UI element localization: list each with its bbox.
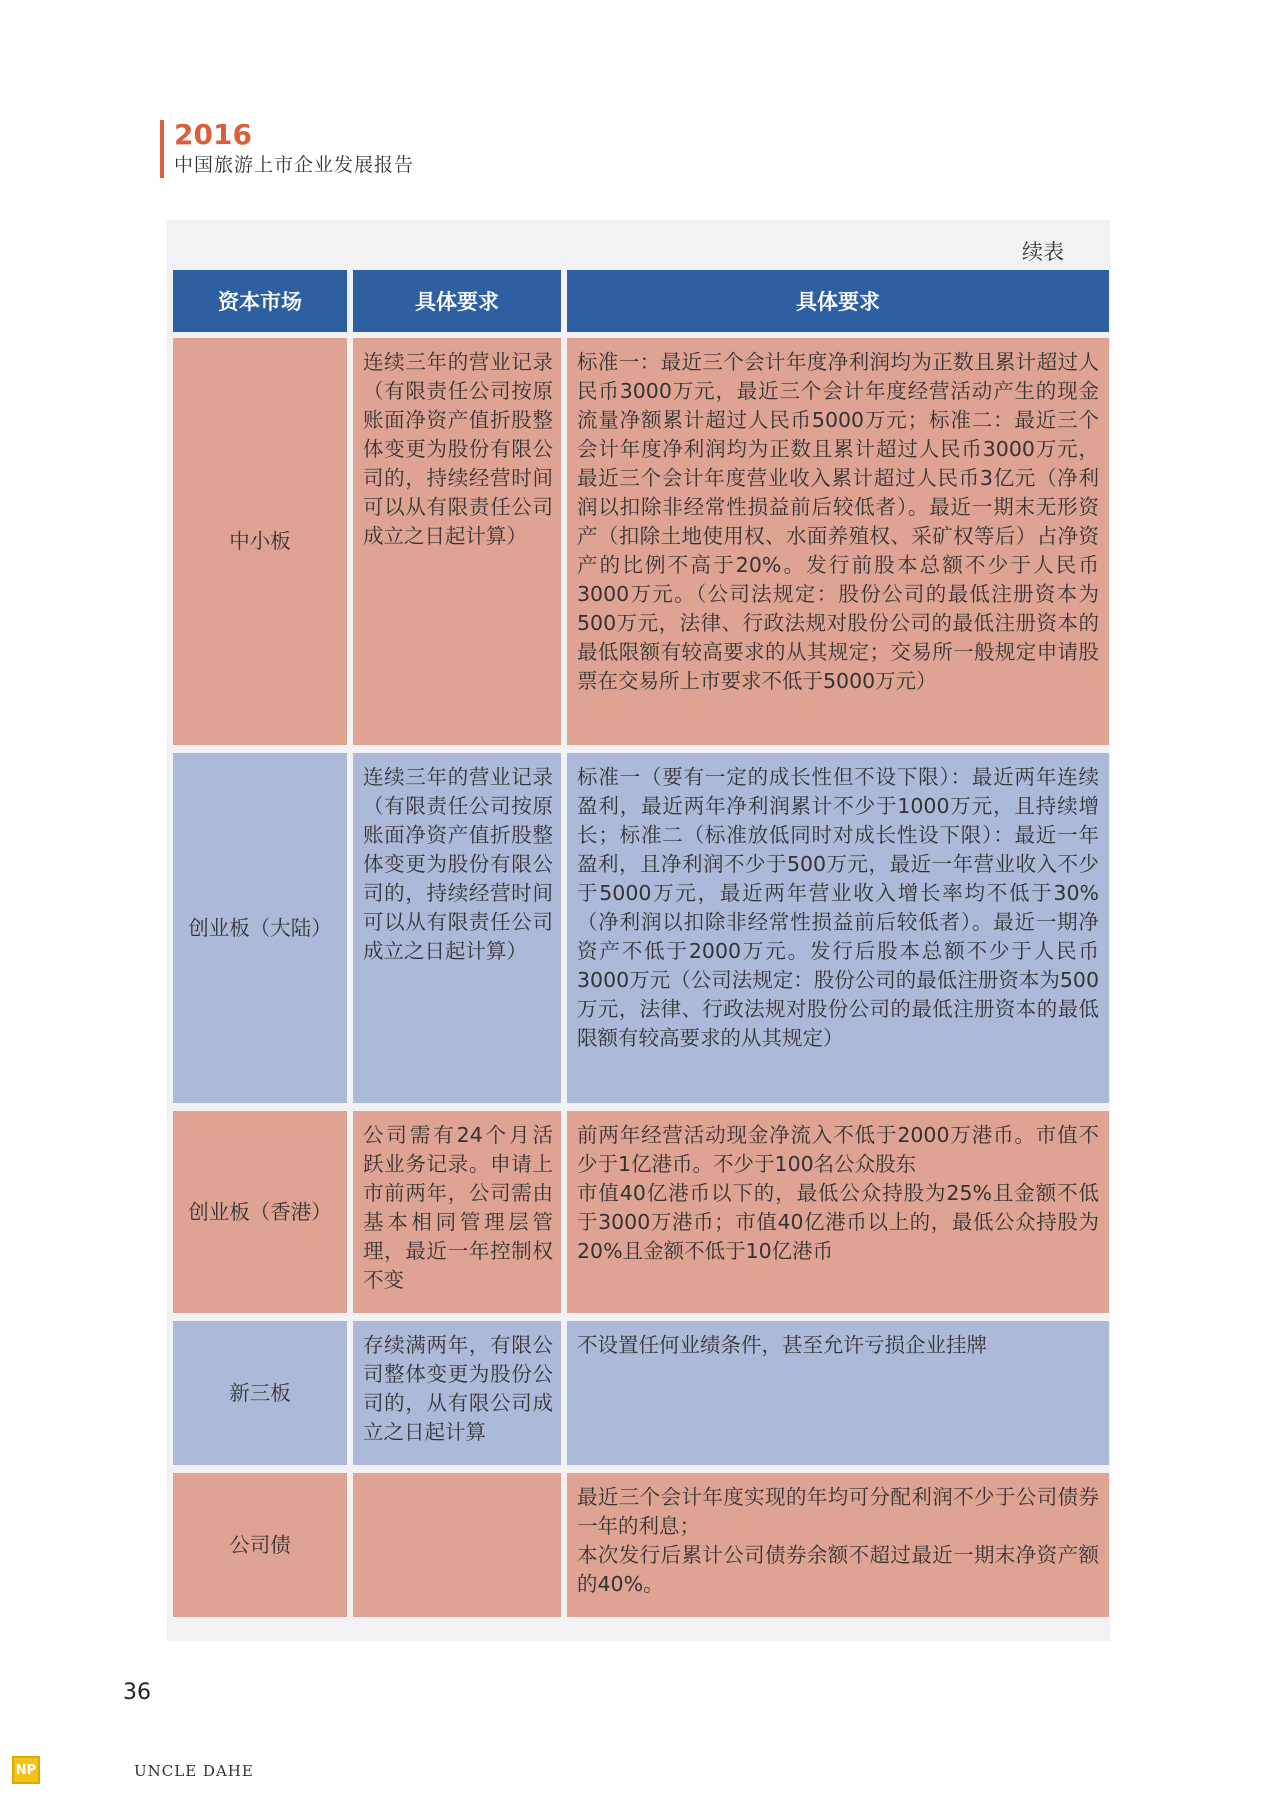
requirements-table — [173, 270, 1109, 1625]
market-cell: 公司债 — [173, 1473, 347, 1617]
market-cell: 创业板（香港） — [173, 1111, 347, 1313]
requirement-cell: 公司需有24个月活跃业务记录。申请上市前两年，公司需由基本相同管理层管理，最近一年控制权不变 — [353, 1111, 561, 1313]
report-header — [160, 120, 414, 178]
market-cell: 新三板 — [173, 1321, 347, 1465]
column-header-market: 资本市场 — [173, 270, 347, 332]
requirement-cell: 存续满两年，有限公司整体变更为股份公司的，从有限公司成立之日起计算 — [353, 1321, 561, 1465]
page-number: 36 — [123, 1680, 151, 1705]
market-cell: 创业板（大陆） — [173, 753, 347, 1103]
report-year: 2016 — [174, 118, 252, 151]
table-row-sme-board — [173, 338, 1109, 745]
details-cell: 不设置任何业绩条件，甚至允许亏损企业挂牌 — [567, 1321, 1109, 1465]
details-cell: 最近三个会计年度实现的年均可分配利润不少于公司债券一年的利息； 本次发行后累计公司债券余额不超过最近一期末净资产额的40%。 — [567, 1473, 1109, 1617]
requirement-cell — [353, 1473, 561, 1617]
continued-label: 续表 — [1022, 240, 1064, 264]
details-cell: 前两年经营活动现金净流入不低于2000万港币。市值不少于1亿港币。不少于100名公众股东 市值40亿港币以下的，最低公众持股为25%且金额不低于3000万港币；市值40亿港币以上的，最低公众持股为20%且金额不低于10亿港币 — [567, 1111, 1109, 1313]
table-row-gem-hongkong — [173, 1111, 1109, 1313]
table-row-corporate-bond — [173, 1473, 1109, 1617]
table-row-gem-mainland — [173, 753, 1109, 1103]
column-header-requirement: 具体要求 — [353, 270, 561, 332]
requirement-cell: 连续三年的营业记录（有限责任公司按原账面净资产值折股整体变更为股份有限公司的，持续经营时间可以从有限责任公司成立之日起计算） — [353, 753, 561, 1103]
publisher-logo-icon: NP — [12, 1756, 40, 1784]
requirement-cell: 连续三年的营业记录（有限责任公司按原账面净资产值折股整体变更为股份有限公司的，持续经营时间可以从有限责任公司成立之日起计算） — [353, 338, 561, 745]
column-header-details: 具体要求 — [567, 270, 1109, 332]
market-cell: 中小板 — [173, 338, 347, 745]
table-row-neeq — [173, 1321, 1109, 1465]
report-title: 中国旅游上市企业发展报告 — [174, 154, 415, 176]
details-cell: 标准一：最近三个会计年度净利润均为正数且累计超过人民币3000万元，最近三个会计年度经营活动产生的现金流量净额累计超过人民币5000万元；标准二：最近三个会计年度净利润均为正数且累计超过人民币3000万元，最近三个会计年度营业收入累计超过人民币3亿元（净利润以扣除非经常性损益前后较低者）。最近一期末无形资产（扣除土地使用权、水面养殖权、采矿权等后）占净资产的比例不高于20%。发行前股本总额不少于人民币3000万元。（公司法规定：股份公司的最低注册资本为500万元，法律、行政法规对股份公司的最低注册资本的最低限额有较高要求的从其规定；交易所一般规定申请股票在交易所上市要求不低于5000万元） — [567, 338, 1109, 745]
details-cell: 标准一（要有一定的成长性但不设下限）：最近两年连续盈利，最近两年净利润累计不少于1000万元，且持续增长；标准二（标准放低同时对成长性设下限）：最近一年盈利，且净利润不少于500万元，最近一年营业收入不少于5000万元，最近两年营业收入增长率均不低于30%（净利润以扣除非经常性损益前后较低者）。最近一期净资产不低于2000万元。发行后股本总额不少于人民币3000万元（公司法规定：股份公司的最低注册资本为500万元，法律、行政法规对股份公司的最低注册资本的最低限额有较高要求的从其规定） — [567, 753, 1109, 1103]
brand-watermark: UNCLE DAHE — [134, 1762, 254, 1780]
table-header-row — [173, 270, 1109, 332]
